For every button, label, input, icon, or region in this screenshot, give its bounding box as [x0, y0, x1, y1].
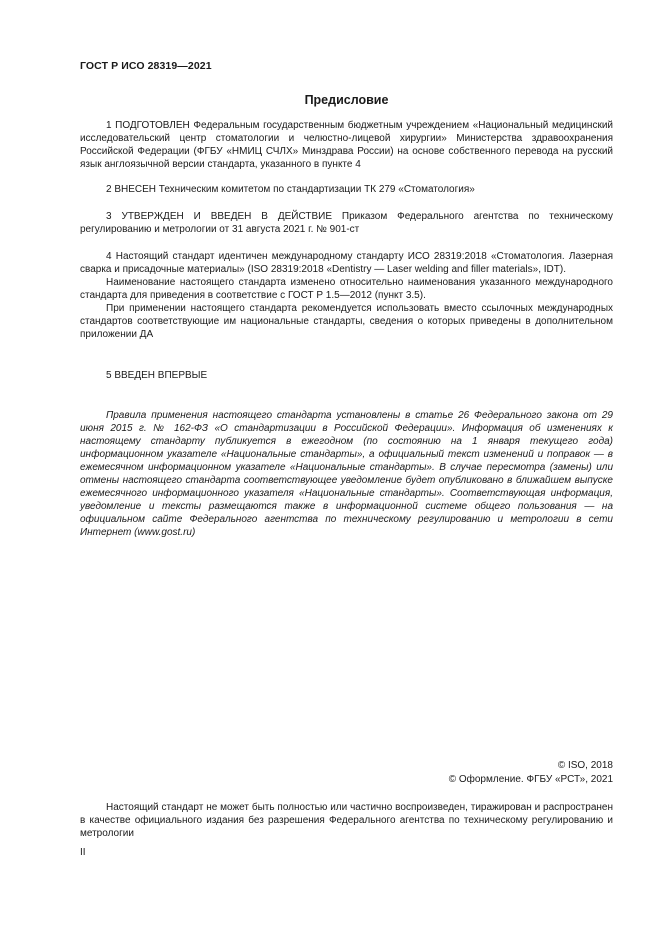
foreword-item-4	[80, 250, 613, 341]
foreword-item-4-references: При применении настоящего стандарта рекомендуется использовать вместо ссылочных международных стандартов соответствующие им национальные стандарты, сведения о которых приведены в дополнительном приложении ДА	[80, 303, 613, 340]
foreword-item-4-renaming: Наименование настоящего стандарта изменено относительно наименования указанного международного стандарта для приведения в соответствие с ГОСТ Р 1.5—2012 (пункт 3.5).	[80, 277, 613, 301]
foreword-item-1-text: 1 ПОДГОТОВЛЕН Федеральным государственным бюджетным учреждением «Национальный медицинский исследовательский центр стоматологии и челюстно-лицевой хирургии» Министерства здравоохранения Российской Федерации (ФГБУ «НМИЦ СЧЛХ» Минздрава России) на основе собственного перевода на русский язык англоязычной версии стандарта, указанного в пункте 4	[80, 120, 613, 170]
foreword-item-4-text: 4 Настоящий стандарт идентичен международному стандарту ИСО 28319:2018 «Стоматология. Лазерная сварка и присадочные материалы» (ISO 28319:2018 «Dentistry — Laser welding and filler materials», IDT).	[80, 251, 613, 275]
foreword-item-2	[80, 183, 613, 196]
application-rules-notice	[80, 409, 613, 539]
reproduction-text: Настоящий стандарт не может быть полностью или частично воспроизведен, тиражирован и распространен в качестве официального издания без разрешения Федерального агентства по техническому регулированию и метрологии	[80, 802, 613, 839]
document-code: ГОСТ Р ИСО 28319—2021	[80, 60, 212, 72]
reproduction-notice	[80, 801, 613, 840]
foreword-item-5-text: 5 ВВЕДЕН ВПЕРВЫЕ	[106, 370, 208, 381]
foreword-item-3	[80, 210, 613, 236]
foreword-item-1	[80, 119, 613, 171]
foreword-item-3-text: 3 УТВЕРЖДЕН И ВВЕДЕН В ДЕЙСТВИЕ Приказом Федерального агентства по техническому регулированию и метрологии от 31 августа 2021 г. № 901-ст	[80, 211, 613, 235]
copyright-design: © Оформление. ФГБУ «РСТ», 2021	[448, 774, 613, 785]
application-rules-text: Правила применения настоящего стандарта установлены в статье 26 Федерального закона от 29 июня 2015 г. № 162-ФЗ «О стандартизации в Российской Федерации». Информация об изменениях к настоящему стандарту публикуется в ежегодном (по состоянию на 1 января текущего года) информационном указателе «Национальные стандарты», а официальный текст изменений и поправок — в ежемесячном информационном указателе «Национальные стандарты». В случае пересмотра (замены) или отмены настоящего стандарта соответствующее уведомление будет опубликовано в ближайшем выпуске ежемесячного информационного указателя «Национальные стандарты». Соответствующая информация, уведомление и тексты размещаются также в информационной системе общего пользования — на официальном сайте Федерального агентства по техническому регулированию и метрологии в сети Интернет (www.gost.ru)	[80, 410, 613, 538]
copyright-iso: © ISO, 2018	[557, 760, 613, 771]
copyright-block	[313, 759, 613, 787]
foreword-item-2-text: 2 ВНЕСЕН Техническим комитетом по стандартизации ТК 279 «Стоматология»	[106, 184, 475, 195]
foreword-item-5	[80, 369, 613, 382]
page-number: II	[80, 847, 86, 858]
foreword-title: Предисловие	[304, 93, 389, 107]
